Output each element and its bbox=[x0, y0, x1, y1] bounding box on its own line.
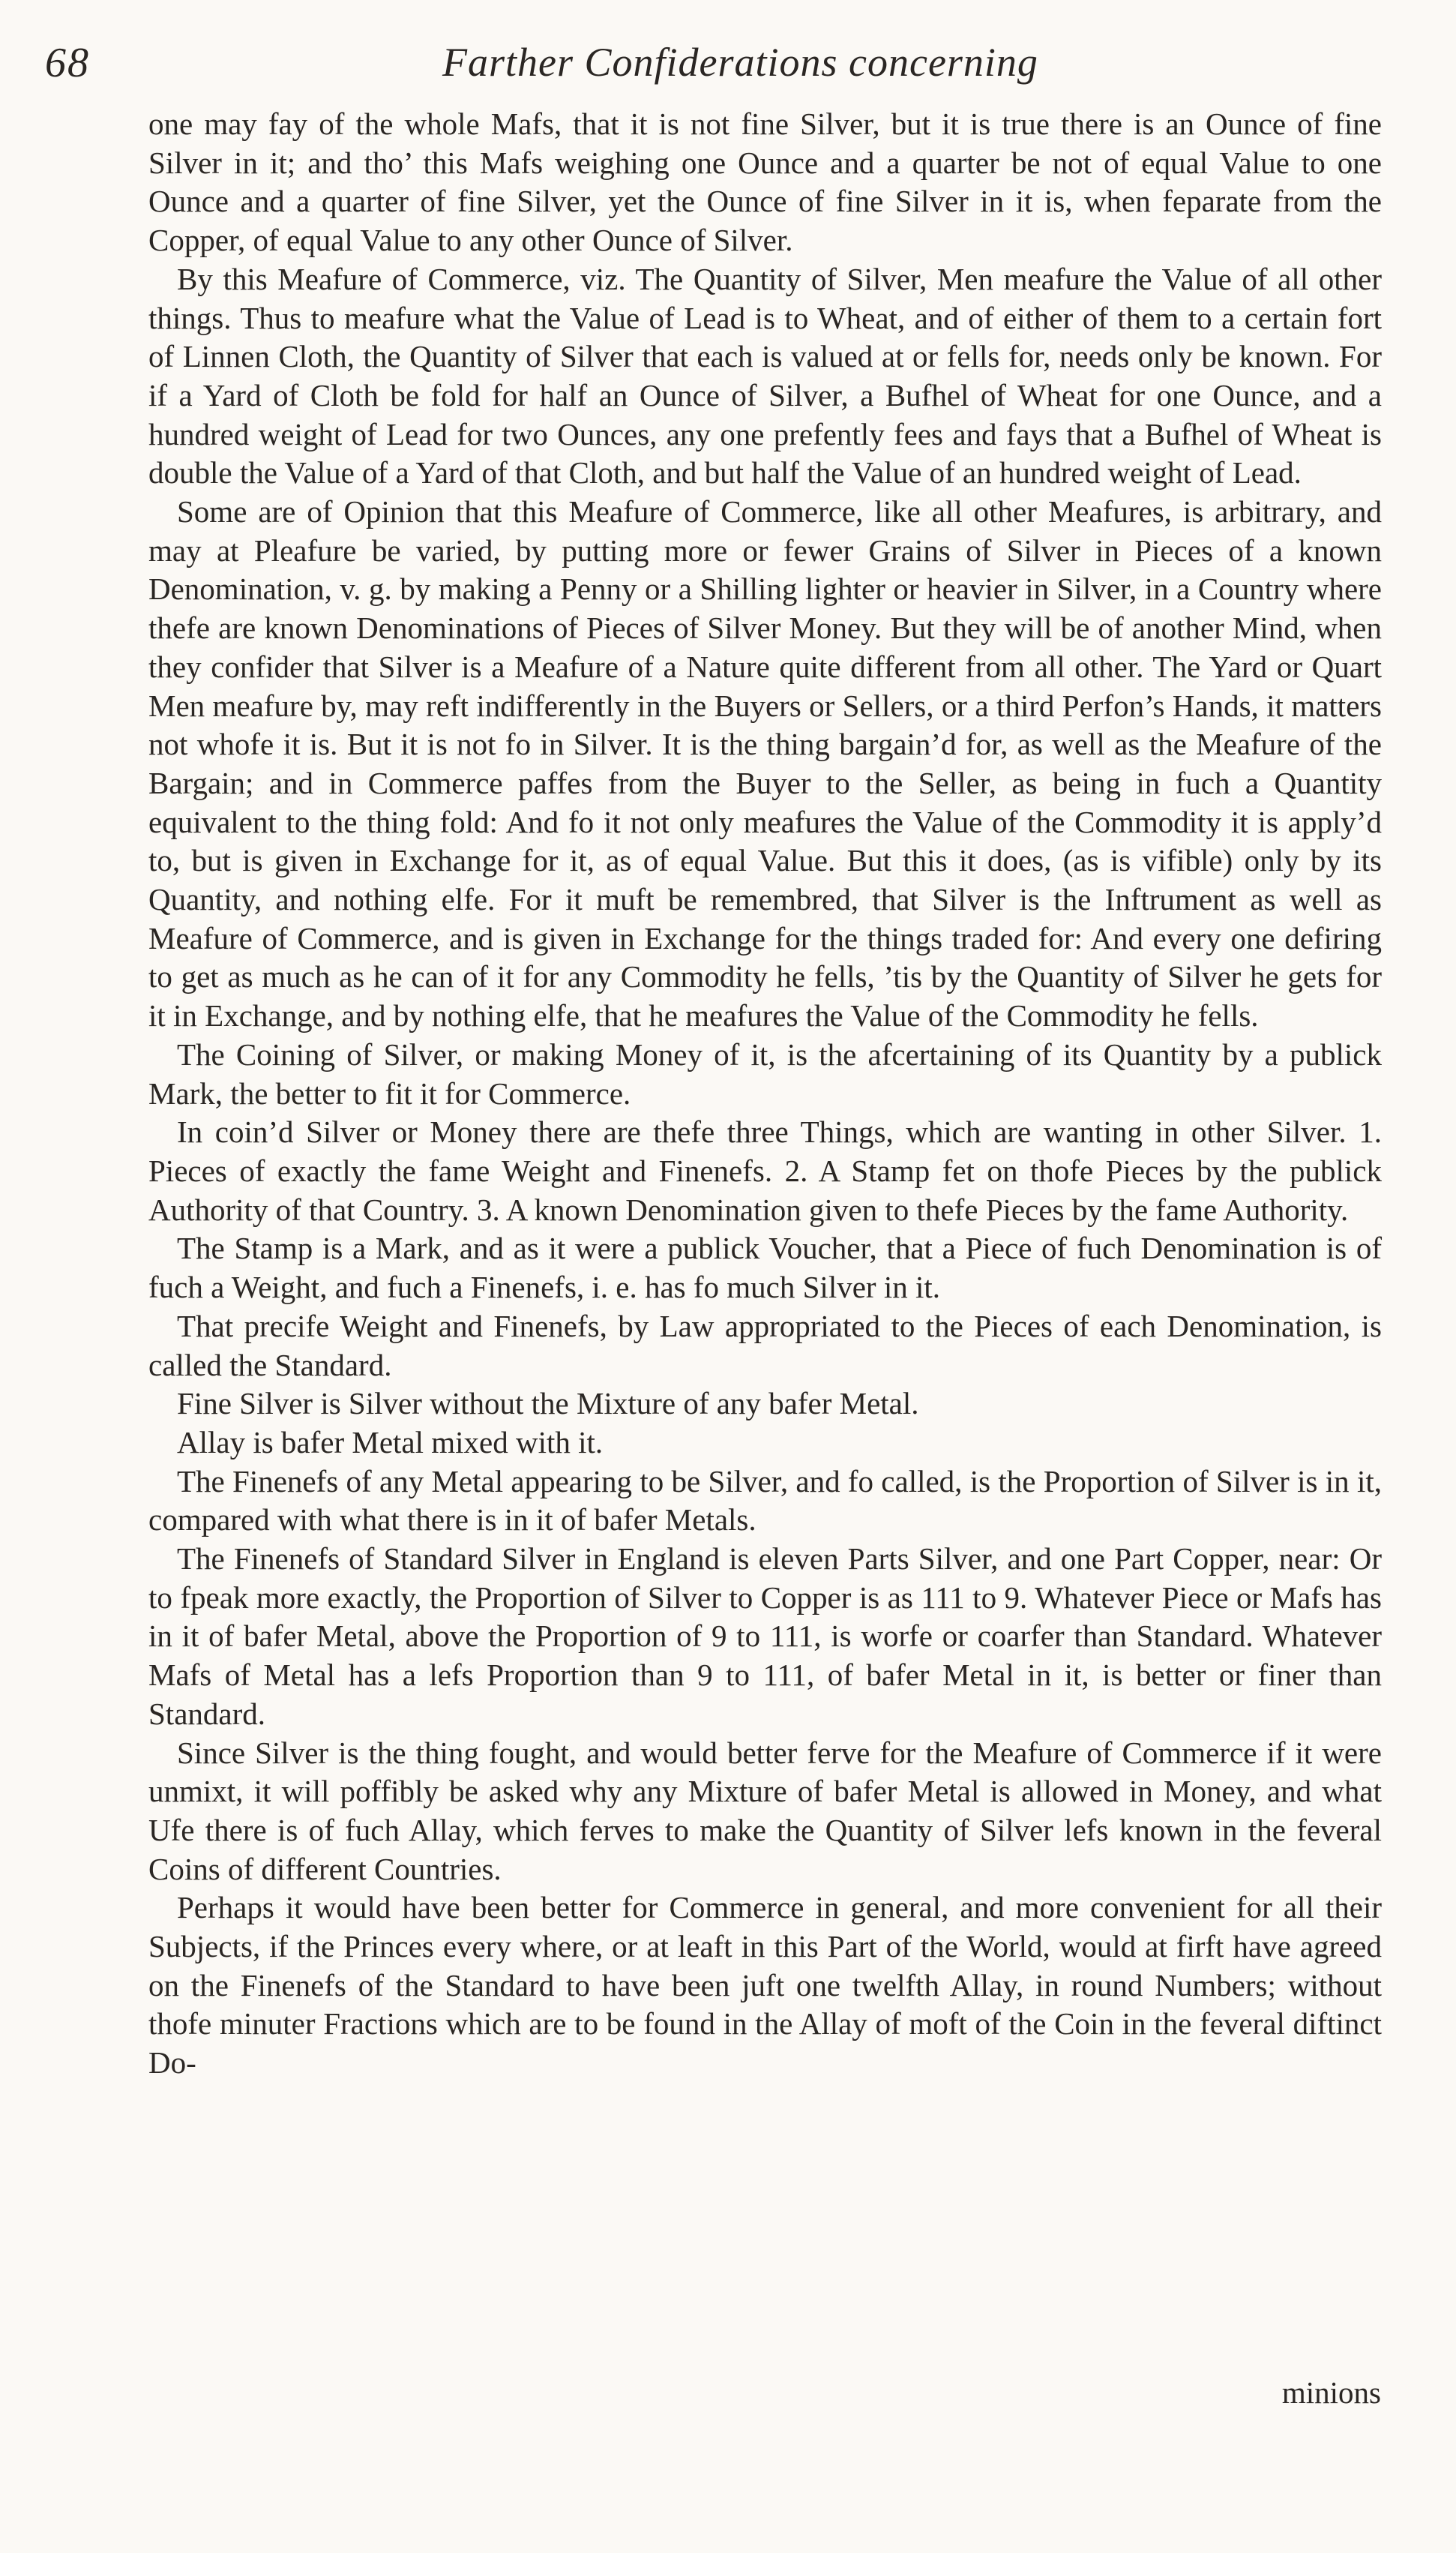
paragraph: The Finenefs of any Metal appearing to be Silver, and fo called, is the Proportion of Silver is in it, compared with what there is in it of bafer Metals. bbox=[148, 1463, 1382, 1538]
paragraph: Allay is bafer Metal mixed with it. bbox=[177, 1424, 604, 1460]
paragraph: Since Silver is the thing fought, and would better ferve for the Meafure of Commerce if it were unmixt, it will poffibly be asked why any Mixture of bafer Metal is allowed in Money, and what Ufe there is of fuch Allay, which ferves to make the Quantity of Silver lefs known in the feveral Coins of different Countries. bbox=[148, 1735, 1382, 1886]
body-text bbox=[148, 105, 1382, 2083]
running-title: Farther Confiderations concerning bbox=[442, 40, 1038, 85]
paragraph: That precife Weight and Finenefs, by Law appropriated to the Pieces of each Denomination, is called the Standard. bbox=[148, 1308, 1382, 1382]
paragraph: Some are of Opinion that this Meafure of Commerce, like all other Meafures, is arbitrary, and may at Pleafure be varied, by putting more or fewer Grains of Silver in Pieces of a known Denomination, v. g. by making a Penny or a Shilling lighter or heavier in Silver, in a Country where thefe are known Denominations of Pieces of Silver Money. But they will be of another Mind, when they confider that Silver is a Meafure of a Nature quite different from all other. The Yard or Quart Men meafure by, may reft indifferently in the Buyers or Sellers, or a third Perfon’s Hands, it matters not whofe it is. But it is not fo in Silver. It is the thing bargain’d for, as well as the Meafure of the Bargain; and in Commerce paffes from the Buyer to the Seller, as being in fuch a Quantity equivalent to the thing fold: And fo it not only meafures the Value of the Commodity it is apply’d to, but is given in Exchange for it, as of equal Value. But this it does, (as is vifible) only by its Quantity, and nothing elfe. For it muft be remembred, that Silver is the Inftrument as well as Meafure of Commerce, and is given in Exchange for the things traded for: And every one defiring to get as much as he can of it for any Commodity he fells, ’tis by the Quantity of Silver he gets for it in Exchange, and by nothing elfe, that he meafures the Value of the Commodity he fells. bbox=[148, 494, 1382, 1034]
paragraph: The Coining of Silver, or making Money of it, is the afcertaining of its Quantity by a publick Mark, the better to fit it for Commerce. bbox=[148, 1036, 1382, 1111]
paragraph: Fine Silver is Silver without the Mixture of any bafer Metal. bbox=[177, 1386, 919, 1421]
page-number: 68 bbox=[45, 40, 90, 86]
paragraph: one may fay of the whole Mafs, that it is not fine Silver, but it is true there is an Ounce of fine Silver in it; and tho’ this Mafs weighing one Ounce and a quarter be not of equal Value to one Ounce and a quarter of fine Silver, yet the Ounce of fine Silver in it is, when feparate from the Copper, of equal Value to any other Ounce of Silver. bbox=[148, 106, 1382, 258]
paragraph: By this Meafure of Commerce, viz. The Quantity of Silver, Men meafure the Value of all other things. Thus to meafure what the Value of Lead is to Wheat, and of either of them to a certain fort of Linnen Cloth, the Quantity of Silver that each is valued at or fells for, needs only be known. For if a Yard of Cloth be fold for half an Ounce of Silver, a Bufhel of Wheat for one Ounce, and a hundred weight of Lead for two Ounces, any one prefently fees and fays that a Bufhel of Wheat is double the Value of a Yard of that Cloth, and but half the Value of an hundred weight of Lead. bbox=[148, 261, 1382, 490]
paragraph: Perhaps it would have been better for Commerce in general, and more convenient for all their Subjects, if the Princes every where, or at leaft in this Part of the World, would at firft have agreed on the Finenefs of the Standard to have been juft one twelfth Allay, in round Numbers; without thofe minuter Fractions which are to be found in the Allay of moft of the Coin in the feveral diftinct Do- bbox=[148, 1890, 1382, 2080]
page-header bbox=[45, 39, 1410, 106]
paragraph: The Stamp is a Mark, and as it were a publick Voucher, that a Piece of fuch Denomination is of fuch a Weight, and fuch a Finenefs, i. e. has fo much Silver in it. bbox=[148, 1231, 1382, 1305]
catchword: minions bbox=[1281, 2375, 1381, 2410]
paragraph: In coin’d Silver or Money there are thefe three Things, which are wanting in other Silver. 1. Pieces of exactly the fame Weight and Finenefs. 2. A Stamp fet on thofe Pieces by the publick Authority of that Country. 3. A known Denomination given to thefe Pieces by the fame Authority. bbox=[148, 1114, 1382, 1227]
paragraph: The Finenefs of Standard Silver in England is eleven Parts Silver, and one Part Copper, near: Or to fpeak more exactly, the Proportion of Silver to Copper is as 111 to 9. Whatever Piece or Mafs has in it of bafer Metal, above the Proportion of 9 to 111, is worfe or coarfer than Standard. Whatever Mafs of Metal has a lefs Proportion than 9 to 111, of bafer Metal in it, is better or finer than Standard. bbox=[148, 1541, 1382, 1731]
